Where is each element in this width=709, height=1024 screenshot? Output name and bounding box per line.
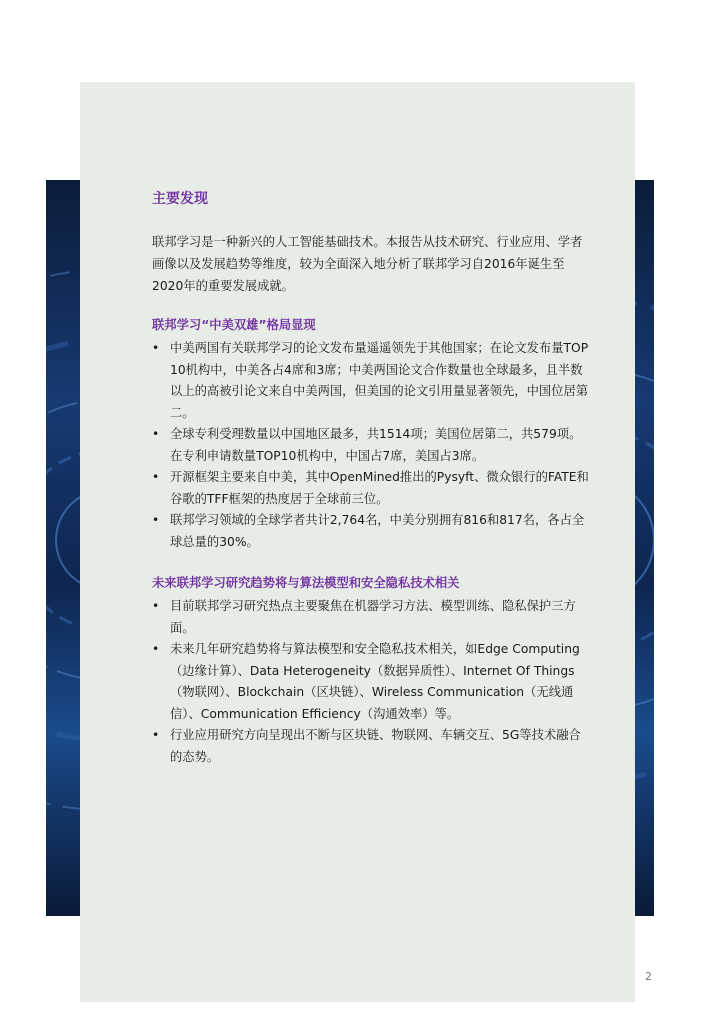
intro-paragraph: 联邦学习是一种新兴的人工智能基础技术。本报告从技术研究、行业应用、学者画像以及发展趋势等维度，较为全面深入地分析了联邦学习自2016年诞生至2020年的重要发展成就。 [152,235,583,293]
list-item: • 行业应用研究方向呈现出不断与区块链、物联网、车辆交互、5G等技术融合的态势。 [152,725,592,768]
main-findings-section [152,189,592,788]
circuit-pattern-left [46,180,81,916]
list-item: • 未来几年研究趋势将与算法模型和安全隐私技术相关，如Edge Computing（边缘计算）、Data Heterogeneity（数据异质性）、Internet Of Things（物联网）、Blockchain（区块链）、Wireless Communication（无线通信）、Communication Efficiency（沟通效率）等。 [152,639,592,725]
list-item: • 目前联邦学习研究热点主要聚焦在机器学习方法、模型训练、隐私保护三方面。 [152,596,592,639]
list-item: • 开源框架主要来自中美，其中OpenMined推出的Pysyft、微众银行的FATE和谷歌的TFF框架的热度居于全球前三位。 [152,467,592,510]
decorative-band-right [634,180,654,916]
list-item: • 联邦学习领域的全球学者共计2,764名，中美分别拥有816和817名，各占全球总量的30%。 [152,510,592,553]
page-number: 2 [645,970,652,983]
section-title: 主要发现 [152,191,208,207]
finding1-title: 联邦学习“中美双雄”格局显现 [152,318,316,332]
finding2-title: 未来联邦学习研究趋势将与算法模型和安全隐私技术相关 [152,576,460,590]
finding2-list [152,596,592,768]
circuit-pattern-right [634,180,654,916]
finding1-list [152,338,592,553]
list-item: • 中美两国有关联邦学习的论文发布量遥遥领先于其他国家；在论文发布量TOP 10机构中，中美各占4席和3席；中美两国论文合作数量也全球最多，且半数以上的高被引论文来自中美两国，但美国的论文引用量显著领先，中国位居第二。 [152,338,592,424]
decorative-band-left [46,180,81,916]
list-item: • 全球专利受理数量以中国地区最多，共1514项；美国位居第二，共579项。在专利申请数量TOP10机构中，中国占7席，美国占3席。 [152,424,592,467]
